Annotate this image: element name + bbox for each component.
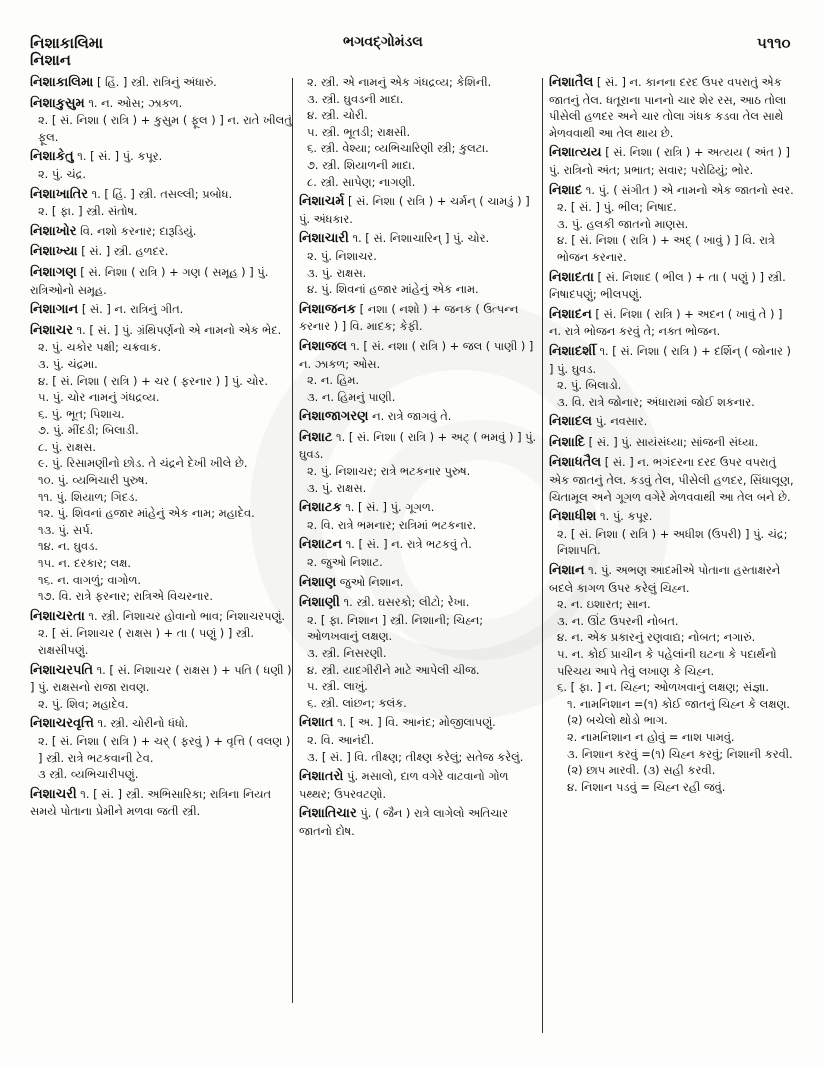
sense-line: ૬. [ ફા. ] ન. ચિહ્ન; ઓળખવાનું લક્ષણ; સંજ્ઞા. bbox=[557, 680, 769, 695]
headword: નિશાચર bbox=[30, 322, 73, 338]
headword: નિશાદિ bbox=[549, 434, 586, 450]
entry-main-line bbox=[299, 499, 537, 517]
sense-line: ૨. જુઓ નિશાટ. bbox=[307, 555, 383, 570]
entry-main-line bbox=[30, 223, 292, 241]
dictionary-entry bbox=[299, 768, 537, 802]
dictionary-entry bbox=[30, 148, 292, 182]
dictionary-entry bbox=[299, 536, 537, 570]
entry-main-line bbox=[299, 574, 537, 592]
entry-main-line bbox=[299, 714, 537, 732]
sense-line: ૫. પું. ચોર નામનું ગંધદ્રવ્ય. bbox=[38, 390, 160, 405]
definition-text: જુઓ નિશાન. bbox=[339, 574, 404, 589]
headword: નિશાદર્શી bbox=[549, 343, 596, 359]
sense-line: ૧૬. ન. વાગળું; વાગોળ. bbox=[38, 572, 142, 587]
definition-text: ૧. પું. ( સંગીત ) એ નામનો એક જાતનો સ્વર. bbox=[585, 182, 794, 197]
definition-text: ૧. પું. અભણ આદમીએ પોતાના હસ્તાક્ષરને બદલે કાગળ ઉપર કરેલું ચિહ્ન. bbox=[549, 563, 781, 595]
sense-line: ૪. પું. શિવનાં હજાર માંહેનું એક નામ. bbox=[307, 282, 479, 297]
definition-text: ૧. [ સં. નશા ( રાત્રિ ) + જલ ( પાણી ) ] ન. ઝાકળ; ઓસ. bbox=[299, 338, 534, 371]
dictionary-entry bbox=[299, 193, 537, 227]
sense-line: ૨. [ સં. નિશા ( રાત્રિ ) + ચર્ ( ફરવું ) + વૃત્તિ ( વલણ ) ] સ્ત્રી. રાત્રે ભટકવાની ટેવ. bbox=[38, 733, 291, 765]
sense-line: ૨. પું. ચંદ્ર. bbox=[38, 166, 87, 181]
sense-line: ૨. પું. નિશાચર; રાત્રે ભટકનાર પુરુષ. bbox=[307, 464, 471, 479]
sense-line: ૧૫. ન. દરકાર; લક્ષ. bbox=[38, 556, 131, 571]
headword: નિશાગાન bbox=[30, 302, 79, 318]
entry-main-line bbox=[549, 74, 797, 141]
entry-main-line bbox=[30, 608, 292, 626]
dictionary-entry bbox=[549, 454, 797, 505]
entry-main-line bbox=[30, 186, 292, 204]
sense-line: ૨. પું. બિલાડો. bbox=[557, 378, 622, 393]
sense-line: ૧૭. વિ. રાત્રે ફરનાર; રાત્રિએ વિચરનાર. bbox=[38, 589, 213, 604]
definition-text: ૧. પું. કપૂર. bbox=[600, 509, 653, 524]
dictionary-entry bbox=[30, 243, 292, 261]
definition-text: પું. નવસાર. bbox=[595, 414, 648, 429]
dictionary-entry bbox=[30, 264, 292, 298]
definition-text: [ સં. ] ન. રાત્રિનું ગીત. bbox=[81, 302, 184, 317]
headword: નિશાખોર bbox=[30, 223, 77, 239]
definition-text: [ નશા ( નશો ) + જનક ( ઉત્પન્ન કરનાર ) ] વિ. માદક; કેફી. bbox=[299, 301, 519, 334]
entry-main-line bbox=[30, 301, 292, 319]
sense-line: ૫. સ્ત્રી. ભૂતડી; રાક્ષસી. bbox=[307, 124, 411, 139]
entry-main-line bbox=[299, 193, 537, 227]
headword: નિશાજાગરણ bbox=[299, 409, 369, 425]
sense-line: ૩. પું. હલકી જાતનો માણસ. bbox=[557, 216, 689, 231]
sense-line: ૩ સ્ત્રી. વ્યભિચારીપણું. bbox=[38, 767, 139, 782]
sense-line: ૨. પું. નિશાચર. bbox=[307, 248, 377, 263]
headword: નિશાટક bbox=[299, 500, 342, 516]
entry-main-line bbox=[299, 536, 537, 554]
sense-line: ૩. સ્ત્રી. ઘુવડની માદા. bbox=[307, 91, 404, 106]
dictionary-entry bbox=[299, 714, 537, 765]
sense-line: ૪. સ્ત્રી. યાદગીરીને માટે આપેલી ચીજ. bbox=[307, 662, 480, 677]
dictionary-entry bbox=[299, 230, 537, 297]
headword: નિશાચરતા bbox=[30, 608, 85, 624]
definition-text: ૧. [ સં. ] ન. રાત્રે ભટકવું તે. bbox=[345, 537, 472, 552]
headword: નિશાગણ bbox=[30, 264, 77, 280]
definition-text: વિ. નશો કરનાર; દારૂડિયું. bbox=[80, 223, 197, 238]
sense-line: ૪. ન. એક પ્રકારનું રણવાદ્ય; નોબત; નગારું. bbox=[557, 630, 756, 645]
dictionary-entry bbox=[549, 434, 797, 452]
sense-line: ૧૧. પું. શિયાળ; ગિદડ. bbox=[38, 489, 138, 504]
page-header bbox=[0, 0, 825, 68]
dictionary-entry bbox=[549, 144, 797, 178]
entry-main-line bbox=[549, 343, 797, 377]
sense-line: ૩. પું. રાક્ષસ. bbox=[307, 265, 367, 280]
dictionary-entry bbox=[549, 413, 797, 431]
sense-line: ૩. [ સં. ] વિ. તીક્ષ્ણ; તીક્ષ્ણ કરેલું; સતેજ કરેલું. bbox=[307, 749, 524, 764]
headword: નિશાકુસુમ bbox=[30, 95, 85, 111]
entry-main-line bbox=[299, 805, 537, 839]
definition-text: ૧. [ સં. નિશાચર ( રાક્ષસ ) + પતિ ( ધણી ) ] પું. રાક્ષસનો રાજા રાવણ. bbox=[30, 662, 292, 695]
definition-text: [ સં. નિશા ( રાત્રિ ) + ગણ ( સમૂહ ) ] પું. રાત્રિઓનો સમૂહ. bbox=[30, 264, 269, 297]
entry-main-line bbox=[549, 306, 797, 340]
entry-main-line bbox=[299, 408, 537, 426]
entry-main-line bbox=[549, 434, 797, 452]
sense-line: ૫. ન. કોઈ પ્રાચીન કે પહેલાંની ઘટના કે પદાર્થનો પરિચય આપે તેવું લખાણ કે ચિહ્ન. bbox=[557, 647, 777, 678]
entry-main-line bbox=[30, 715, 292, 733]
headword: નિશાજનક bbox=[299, 301, 356, 317]
definition-text: [ સં. નિશા ( રાત્રિ ) + અત્યય ( અંત ) ] પું. રાત્રિનો અંત; પ્રભાત; સવાર; પરોઢિયું; ભોર. bbox=[549, 145, 790, 177]
entry-main-line bbox=[30, 322, 292, 340]
sense-line: ૭. સ્ત્રી. શિયાળની માદા. bbox=[307, 157, 416, 172]
dictionary-entry bbox=[30, 322, 292, 605]
headword: નિશાધીશ bbox=[549, 509, 597, 525]
definition-text: ૧. સ્ત્રી. ઘસરકો; લીટો; રેખા. bbox=[343, 595, 470, 610]
dictionary-entry bbox=[30, 608, 292, 659]
idiom-line: ૪. નિશાન પડવું = ચિહ્ન રહી જવું. bbox=[567, 779, 726, 794]
definition-text: ૧. [ સં. નિશા ( રાત્રિ ) + દર્શિન્ ( જોનાર ) ] પું. ઘુવડ. bbox=[549, 343, 792, 376]
sense-line: ૨. [ સં. નિશાચર ( રાક્ષસ ) + તા ( પણું ) ] સ્ત્રી. રાક્ષસીપણું. bbox=[38, 626, 255, 657]
sense-line: ૩. સ્ત્રી. નિસરણી. bbox=[307, 646, 387, 660]
dictionary-entry bbox=[30, 662, 292, 713]
entry-main-line bbox=[549, 562, 797, 596]
sense-line: ૬. સ્ત્રી. વેશ્યા; વ્યભિચારિણી સ્ત્રી; કુલટા. bbox=[307, 141, 489, 156]
definition-text: [ સં. ] ન. કાનના દરદ ઉપર વપરાતું એક જાતનું તેલ. ધતૂરાના પાનનો ચાર શેર રસ, આઠ તોલા પીસેલી હળદર અને ચાર તોલા ગંધક કડવા તેલ સાથે મેળવવાથી આ તેલ થાય છે. bbox=[549, 75, 787, 140]
entry-main-line bbox=[299, 301, 537, 335]
definition-text: ૧. [ સં. નિશાચારિન્ ] પું. ચોર. bbox=[352, 231, 490, 246]
dictionary-entry bbox=[299, 429, 537, 496]
sense-line: ૮. સ્ત્રી. સાપેણ; નાગણી. bbox=[307, 174, 416, 189]
headword: નિશાકાલિમા bbox=[30, 75, 94, 90]
entry-main-line bbox=[299, 594, 537, 612]
definition-text: [ સં. ] ન. ભગંદરના દરદ ઉપર વપરાતું એક જાતનું તેલ. કડવું તેલ, પીસેલી હળદર, સિંધાલૂણ, ચિતામૂલ અને ગૂગળ વગેરે મેળવવાથી આ તેલ બને છે. bbox=[549, 455, 794, 504]
definition-text: [ સં. નિશા ( રાત્રિ ) + અદન ( ખાવું તે ) ] ન. રાત્રે ભોજન કરવું તે; નક્ત ભોજન. bbox=[549, 306, 783, 339]
headword: નિશાતિચાર bbox=[299, 806, 357, 822]
sense-line: ૩. વિ. રાત્રે જોનાર; અંધારામાં જોઈ શકનાર. bbox=[557, 394, 755, 409]
headword: નિશાતરો bbox=[299, 769, 344, 785]
sense-line: ૩. પું. રાક્ષસ. bbox=[307, 480, 367, 495]
column-divider bbox=[542, 78, 543, 1033]
definition-text: ૧. [ સં. નિશા ( રાત્રિ ) + અટ્ ( ભમવું ) ] પું. ઘુવડ. bbox=[299, 429, 537, 462]
entry-main-line bbox=[549, 182, 797, 200]
entry-main-line bbox=[30, 74, 292, 92]
headword: નિશાધતૈલ bbox=[549, 455, 602, 471]
headword: નિશાતૈલ bbox=[549, 75, 594, 90]
dictionary-entry bbox=[299, 408, 537, 426]
sense-line: ૬. પું. ભૂત; પિશાચ. bbox=[38, 406, 125, 421]
dictionary-entry bbox=[549, 74, 797, 141]
headword: નિશાદન bbox=[549, 306, 592, 322]
dictionary-entry bbox=[549, 182, 797, 266]
headword: નિશાદ bbox=[549, 182, 583, 198]
entry-main-line bbox=[30, 243, 292, 261]
definition-text: ન. રાત્રે જાગવું તે. bbox=[372, 409, 452, 424]
headword: નિશાન bbox=[549, 563, 585, 579]
headword: નિશાત bbox=[299, 715, 334, 731]
sense-line: ૧૨. પું. શિવનાં હજાર માંહેનું એક નામ; મહાદેવ. bbox=[38, 506, 255, 521]
dictionary-entry bbox=[549, 508, 797, 559]
headword: નિશાકેતુ bbox=[30, 149, 74, 165]
dictionary-entry bbox=[30, 786, 292, 820]
definition-text: ૧. [ સં. ] પું. ગ્રંથિપર્ણનો એ નામનો એક ભેદ. bbox=[76, 322, 282, 337]
sense-line: ૪. સ્ત્રી. ચોરી. bbox=[307, 108, 368, 123]
sense-line: ૨. [ ફા. ] સ્ત્રી. સંતોષ. bbox=[38, 204, 138, 219]
definition-text: [ સં. નિશા ( રાત્રિ ) + ચર્મન્ ( ચામડું ) ] પું. અંધકાર. bbox=[299, 194, 530, 226]
dictionary-entry bbox=[30, 74, 292, 92]
headword: નિશાણ bbox=[299, 574, 337, 590]
sense-line: ૪. [ સં. નિશા ( રાત્રિ ) + અદ્ ( ખાવું ) ] વિ. રાત્રે ભોજન કરનાર. bbox=[557, 233, 775, 264]
headword: નિશાત્યય bbox=[549, 145, 602, 161]
dictionary-entry bbox=[299, 594, 537, 711]
entry-main-line bbox=[299, 338, 537, 372]
column-middle bbox=[299, 74, 537, 843]
definition-text: પું. મસાલો, દાળ વગેરે વાટવાનો ગોળ પથ્થર; ઉપરવટણો. bbox=[299, 769, 509, 801]
sense-line: ૨. સ્ત્રી. એ નામનું એક ગંધદ્રવ્ય; કેશિની. bbox=[307, 75, 492, 89]
dictionary-entry bbox=[30, 95, 292, 146]
column-divider bbox=[292, 78, 293, 1003]
headword: નિશાખ્યા bbox=[30, 244, 78, 260]
entry-main-line bbox=[30, 95, 292, 113]
sense-line: ૨. ન. હિમ. bbox=[307, 373, 359, 388]
dictionary-entry bbox=[299, 574, 537, 592]
entry-main-line bbox=[299, 768, 537, 802]
entry-main-line bbox=[30, 264, 292, 298]
definition-text: ૧. [ સં. ] પું. કપૂર. bbox=[77, 149, 163, 164]
sense-line: ૨. ન. ઇશારત; સાન. bbox=[557, 597, 651, 612]
entry-main-line bbox=[30, 148, 292, 166]
definition-text: ૧. [ અ. ] વિ. આનંદ; મોજીલાપણું. bbox=[337, 715, 496, 730]
dictionary-entry bbox=[30, 186, 292, 220]
idiom-line: ૧. નામનિશાન =(૧) કોઈ જાતનું ચિહ્ન કે લક્ષણ. (૨) બચેલો થોડો ભાગ. bbox=[567, 696, 791, 728]
page-number: ૫૧૧૦ bbox=[757, 34, 791, 52]
sense-line: ૩. પું. ચંદ્રમા. bbox=[38, 356, 98, 371]
headword: નિશાચરવૃત્તિ bbox=[30, 716, 94, 732]
dictionary-entry bbox=[549, 343, 797, 410]
definition-text: ૧. [ હિં. ] સ્ત્રી. તસલ્લી; પ્રબોધ. bbox=[91, 186, 233, 201]
sense-line: ૨. પું. શિવ; મહાદેવ. bbox=[38, 696, 129, 711]
sense-line: ૭. પું. મીંદડી; બિલાડી. bbox=[38, 423, 139, 438]
sense-line: ૯. પું. રિસામણીનો છોડ. તે ચંદ્રને દેખી ખીલે છે. bbox=[38, 456, 248, 471]
definition-text: [ હિં. ] સ્ત્રી. રાત્રિનું અંધારું. bbox=[96, 75, 217, 89]
sense-line: ૨. [ સં. ] પું. ભીલ; નિષાદ. bbox=[557, 200, 677, 215]
definition-text: ૧. સ્ત્રી. ચોરીનો ધંધો. bbox=[97, 716, 189, 731]
sense-line: ૬. સ્ત્રી. લાંછન; કલંક. bbox=[307, 695, 407, 710]
headword: નિશાખાતિર bbox=[30, 186, 88, 202]
dictionary-entry bbox=[30, 715, 292, 782]
idiom-line: ૨. નામનિશાન ન હોવું = નાશ પામવું. bbox=[567, 729, 735, 744]
headword: નિશાણી bbox=[299, 595, 340, 611]
idiom-line: ૩. નિશાન કરવું =(૧) ચિહ્ન કરવું; નિશાની કરવી. (૨) છાપ મારવી. (૩) સહી કરવી. bbox=[567, 746, 793, 778]
sense-line: ૨. પું. ચકોર પક્ષી; ચક્રવાક. bbox=[38, 340, 162, 355]
headword: નિશાચરપતિ bbox=[30, 662, 93, 678]
sense-line: ૪. [ સં. નિશા ( રાત્રિ ) + ચર ( ફરનાર ) ] પું. ચોર. bbox=[38, 373, 268, 388]
dictionary-entry bbox=[299, 338, 537, 405]
definition-text: ૧. સ્ત્રી. નિશાચર હોવાનો ભાવ; નિશાચરપણું. bbox=[88, 608, 286, 623]
entry-main-line bbox=[549, 144, 797, 178]
definition-text: પું. ( જૈન ) રાત્રે લાગેલો અતિચાર જાતનો દોષ. bbox=[299, 806, 509, 838]
dictionary-entry bbox=[299, 499, 537, 533]
dictionary-entry bbox=[299, 74, 537, 190]
sense-line: ૨. [ ફા. નિશાન ] સ્ત્રી. નિશાની; ચિહ્ન; ઓળખવાનું લક્ષણ. bbox=[307, 612, 484, 644]
definition-text: [ સં. ] પું. સાયંસંધ્યા; સાંજની સંધ્યા. bbox=[588, 434, 759, 449]
sense-line: ૨. વિ. રાત્રે ભમનાર; રાત્રિમાં ભટકનાર. bbox=[307, 517, 477, 532]
column-left bbox=[30, 74, 292, 823]
dictionary-entry bbox=[549, 269, 797, 303]
guide-word-last: નિશાન bbox=[30, 51, 71, 69]
sense-line: ૧૦. પું. વ્યભિચારી પુરુષ. bbox=[38, 473, 149, 488]
dictionary-entry bbox=[30, 301, 292, 319]
headword: નિશાટ bbox=[299, 429, 333, 445]
guide-word-first: નિશાકાલિમા bbox=[30, 34, 104, 52]
headword: નિશાચર્મ bbox=[299, 194, 345, 210]
definition-text: ૧. [ સં. ] સ્ત્રી. અભિસારિકા; રાત્રિના નિયત સમયે પોતાના પ્રેમીને મળવા જતી સ્ત્રી. bbox=[30, 786, 272, 819]
sense-line: ૧૩. પું. સર્પ. bbox=[38, 522, 94, 537]
headword: નિશાટન bbox=[299, 537, 343, 553]
sense-line: ૫. સ્ત્રી. લાખું. bbox=[307, 679, 368, 694]
sense-line: ૧૪. ન. ઘુવડ. bbox=[38, 539, 99, 554]
entry-main-line bbox=[549, 454, 797, 505]
headword: નિશાદલ bbox=[549, 414, 592, 430]
entry-main-line bbox=[299, 230, 537, 248]
entry-main-line bbox=[549, 269, 797, 303]
headword: નિશાચરી bbox=[30, 786, 77, 802]
sense-line: ૮. પું. રાક્ષસ. bbox=[38, 439, 96, 454]
entry-main-line bbox=[30, 786, 292, 820]
entry-main-line bbox=[549, 413, 797, 431]
dictionary-entry bbox=[299, 805, 537, 839]
sense-line: ૨. [ સં. નિશા ( રાત્રિ ) + અધીશ (ઉપરી) ] પું. ચંદ્ર; નિશાપતિ. bbox=[557, 526, 788, 558]
book-title: ભગવદ્ગોમંડલ bbox=[343, 34, 423, 50]
definition-text: ૧. [ સં. ] પું. ગૂગળ. bbox=[345, 500, 435, 515]
sense-line: ૩. ન. ઊંટ ઉપરની નોબત. bbox=[557, 613, 679, 628]
sense-line: ૩. ન. હિમનું પાણી. bbox=[307, 389, 396, 404]
headword: નિશાજલ bbox=[299, 338, 347, 354]
definition-text: [ સં. ] સ્ત્રી. હળદર. bbox=[81, 244, 169, 259]
headword: નિશાદતા bbox=[549, 269, 594, 285]
dictionary-entry bbox=[549, 306, 797, 340]
dictionary-entry bbox=[30, 223, 292, 241]
column-right bbox=[549, 74, 797, 798]
dictionary-entry bbox=[549, 562, 797, 795]
headword: નિશાચારી bbox=[299, 231, 349, 247]
definition-text: ૧. ન. ઓસ; ઝાકળ. bbox=[88, 95, 183, 110]
dictionary-entry bbox=[299, 301, 537, 335]
definition-text: [ સં. નિશાદ ( ભીલ ) + તા ( પણું ) ] સ્ત્રી. નિષાદપણું; ભીલપણું. bbox=[549, 269, 786, 302]
entry-main-line bbox=[299, 429, 537, 463]
sense-line: ૨. [ સં. નિશા ( રાત્રિ ) + કુસુમ ( ફૂલ ) ] ન. રાતે ખીલતું ફૂલ. bbox=[38, 113, 292, 144]
sense-line: ૨. વિ. આનંદી. bbox=[307, 732, 375, 747]
entry-main-line bbox=[549, 508, 797, 526]
entry-main-line bbox=[30, 662, 292, 696]
